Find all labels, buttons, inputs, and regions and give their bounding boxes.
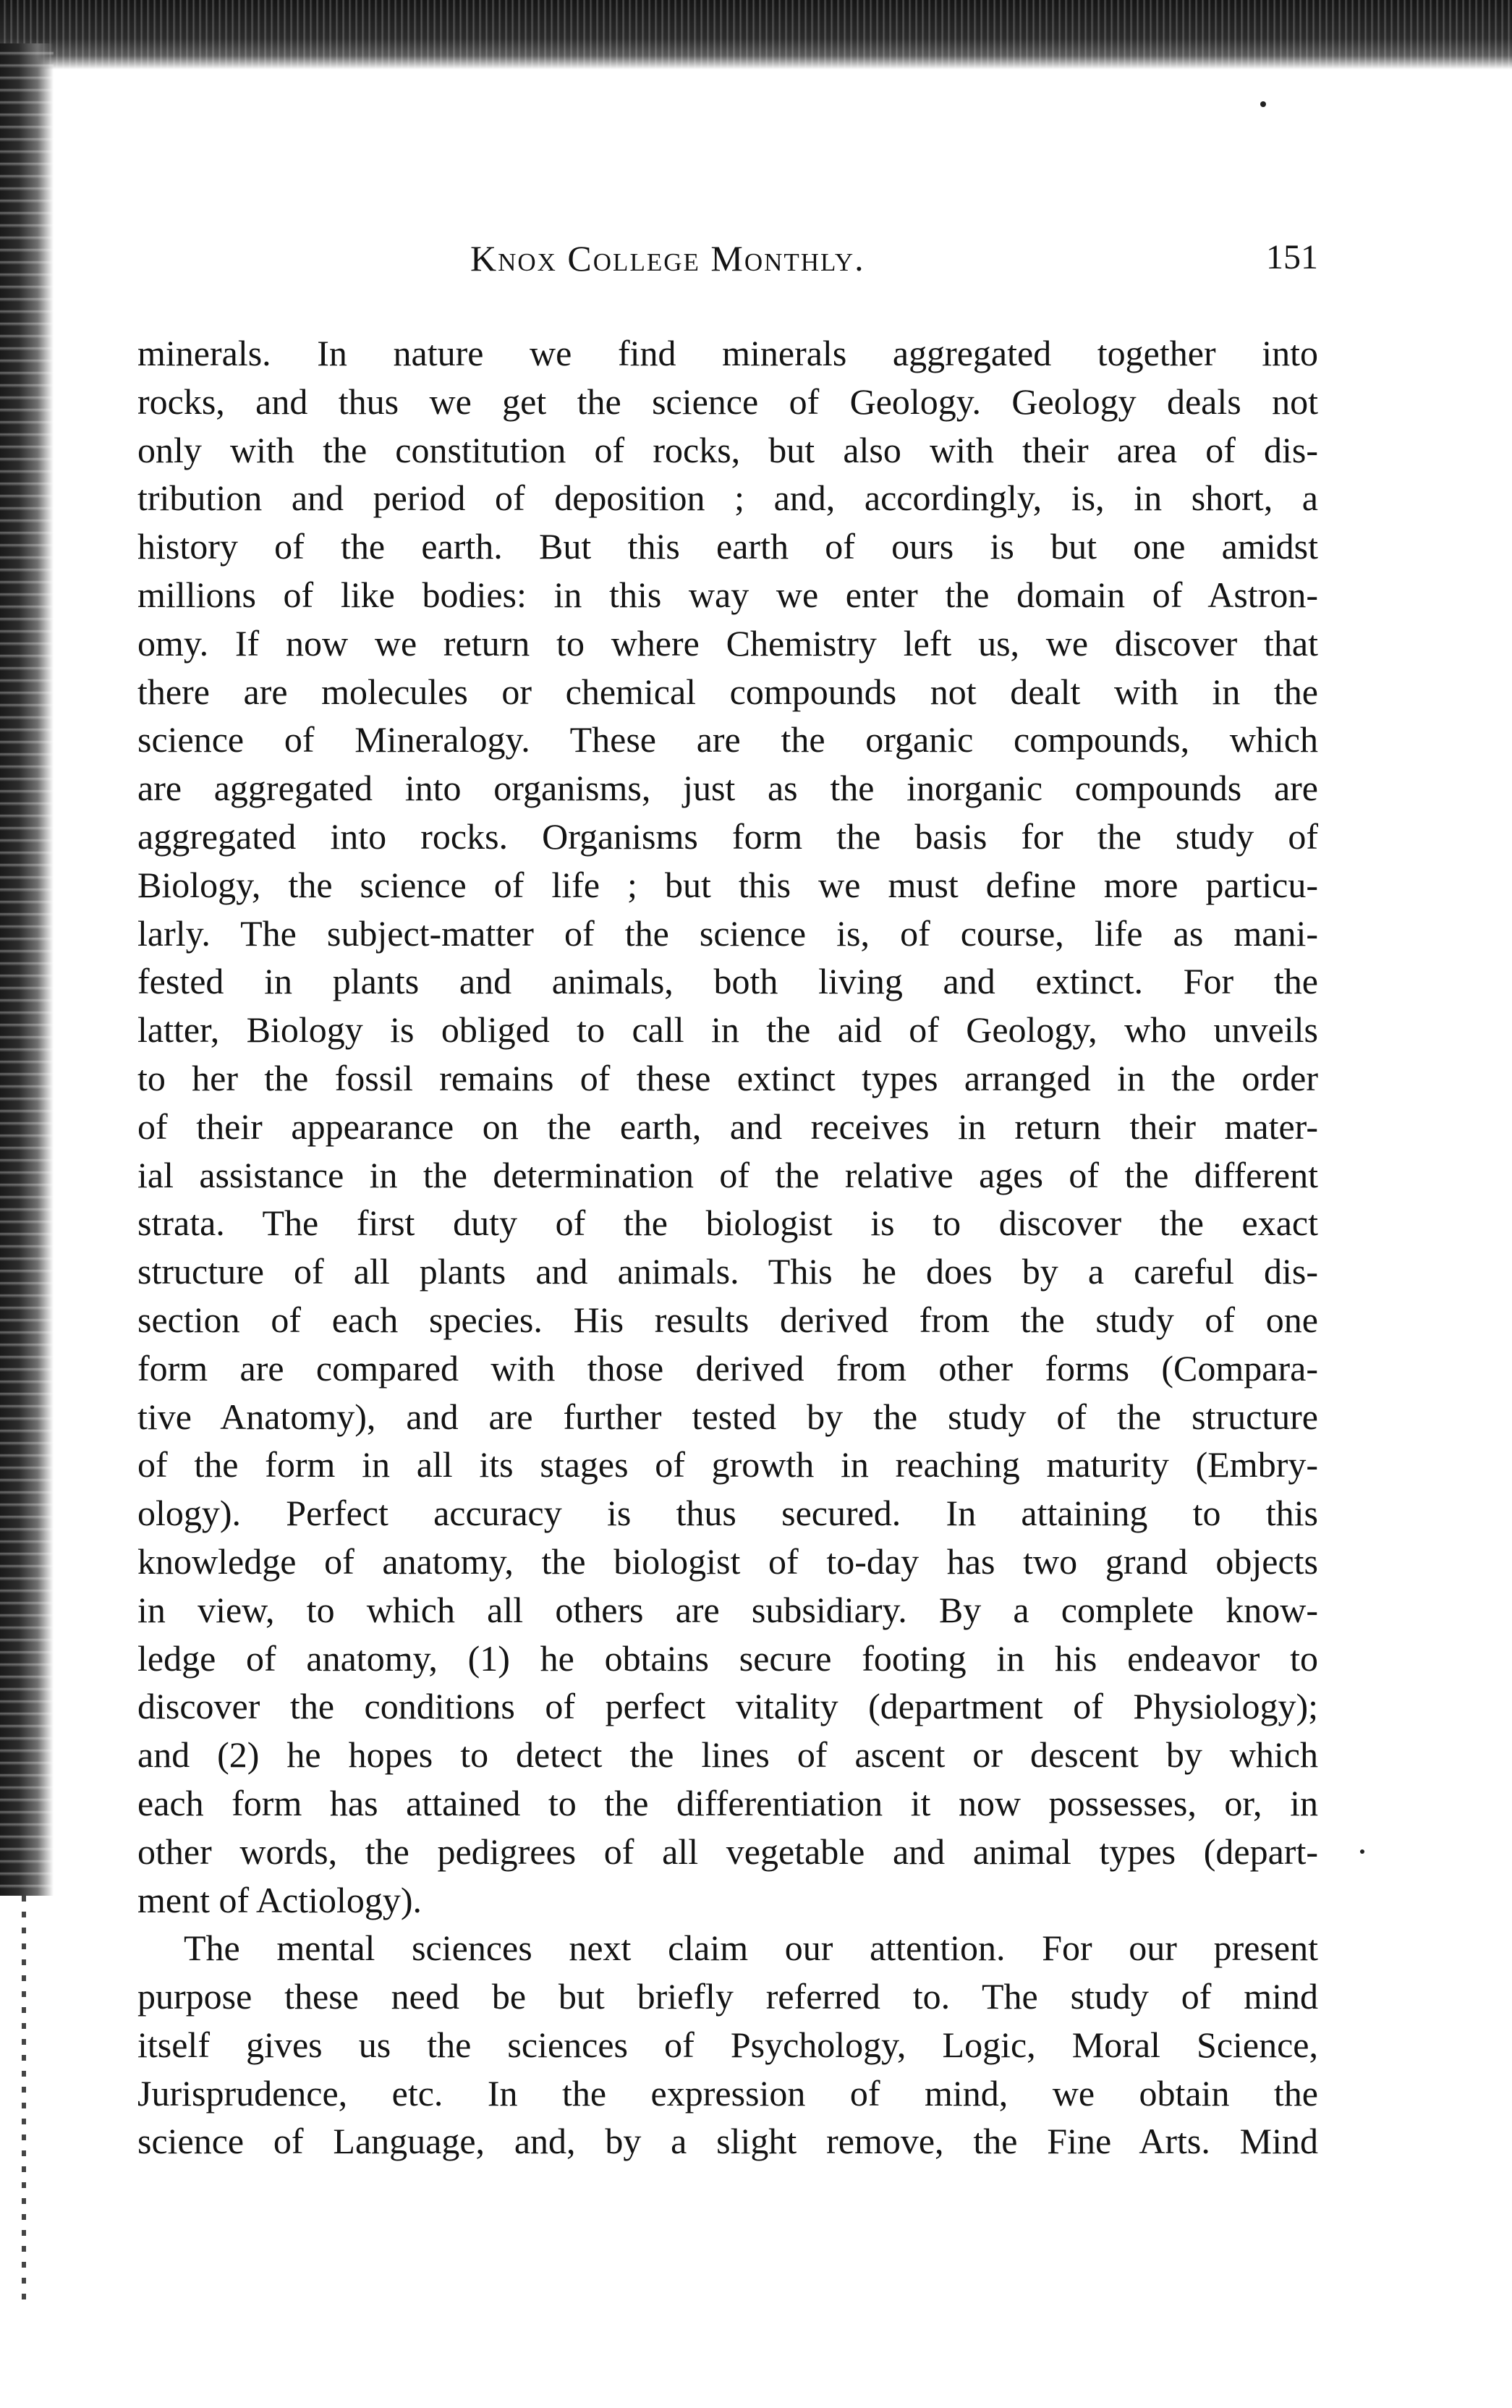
text-line: itself gives us the sciences of Psychology, Logic, Moral Science,: [137, 2024, 1318, 2065]
text-line: ledge of anatomy, (1) he obtains secure footing in his endeavor to: [137, 1637, 1318, 1679]
text-line: knowledge of anatomy, the biologist of to-day has two grand objects: [137, 1540, 1318, 1582]
text-line: ment of Actiology).: [137, 1879, 422, 1920]
text-line: of the form in all its stages of growth in reaching maturity (Embry-: [137, 1444, 1318, 1485]
text-line: form are compared with those derived from other forms (Compara-: [137, 1347, 1318, 1389]
text-line: history of the earth. But this earth of ours is but one amidst: [137, 526, 1318, 567]
text-line: omy. If now we return to where Chemistry left us, we discover that: [137, 622, 1318, 664]
text-line: ial assistance in the determination of the relative ages of the different: [137, 1154, 1318, 1195]
text-line: aggregated into rocks. Organisms form the basis for the study of: [137, 815, 1318, 857]
scan-edge-left-lower: [22, 1896, 26, 2301]
text-line: science of Language, and, by a slight remove, the Fine Arts. Mind: [137, 2121, 1318, 2162]
text-line: millions of like bodies: in this way we enter the domain of Astron-: [137, 574, 1318, 615]
journal-title: Knox College Monthly.: [470, 238, 865, 279]
text-line: are aggregated into organisms, just as the inorganic compounds are: [137, 768, 1318, 809]
scan-speck: [1360, 1849, 1364, 1854]
text-line: strata. The first duty of the biologist is to discover the exact: [137, 1203, 1318, 1244]
text-line: only with the constitution of rocks, but also with their area of dis-: [137, 429, 1318, 470]
text-line: of their appearance on the earth, and receives in return their mater-: [137, 1106, 1318, 1147]
text-line: to her the fossil remains of these extinct types arranged in the order: [137, 1057, 1318, 1098]
body-text: [137, 329, 1318, 2166]
text-line: science of Mineralogy. These are the organic compounds, which: [137, 719, 1318, 760]
text-line: Biology, the science of life ; but this we must define more particu-: [137, 864, 1318, 905]
text-line: fested in plants and animals, both living and extinct. For the: [137, 961, 1318, 1002]
text-line: discover the conditions of perfect vitality (department of Physiology);: [137, 1686, 1318, 1727]
text-line: The mental sciences next claim our attention. For our present: [184, 1928, 1318, 1969]
text-line: tribution and period of deposition ; and, accordingly, is, in short, a: [137, 478, 1318, 519]
text-line: minerals. In nature we find minerals aggregated together into: [137, 333, 1318, 373]
text-line: purpose these need be but briefly referred to. The study of mind: [137, 1976, 1318, 2017]
page-number: 151: [1266, 238, 1318, 276]
text-line: and (2) he hopes to detect the lines of ascent or descent by which: [137, 1734, 1318, 1776]
running-head: [137, 237, 1318, 288]
text-line: larly. The subject-matter of the science is, of course, life as mani-: [137, 912, 1318, 954]
scan-speck: [1260, 101, 1266, 107]
text-line: each form has attained to the differentiation it now possesses, or, in: [137, 1782, 1318, 1823]
text-line: there are molecules or chemical compounds not dealt with in the: [137, 671, 1318, 712]
text-line: ology). Perfect accuracy is thus secured. In attaining to this: [137, 1493, 1318, 1534]
text-line: rocks, and thus we get the science of Geology. Geology deals not: [137, 381, 1318, 422]
text-line: Jurisprudence, etc. In the expression of mind, we obtain the: [137, 2072, 1318, 2114]
scan-edge-left: [0, 43, 54, 1896]
text-line: tive Anatomy), and are further tested by the study of the structure: [137, 1396, 1318, 1437]
text-line: latter, Biology is obliged to call in the aid of Geology, who unveils: [137, 1009, 1318, 1051]
text-line: structure of all plants and animals. This he does by a careful dis-: [137, 1251, 1318, 1292]
text-line: in view, to which all others are subsidiary. By a complete know-: [137, 1589, 1318, 1630]
text-line: section of each species. His results derived from the study of one: [137, 1299, 1318, 1340]
scan-edge-top: [0, 0, 1512, 69]
text-line: other words, the pedigrees of all vegetable and animal types (depart-: [137, 1831, 1318, 1872]
